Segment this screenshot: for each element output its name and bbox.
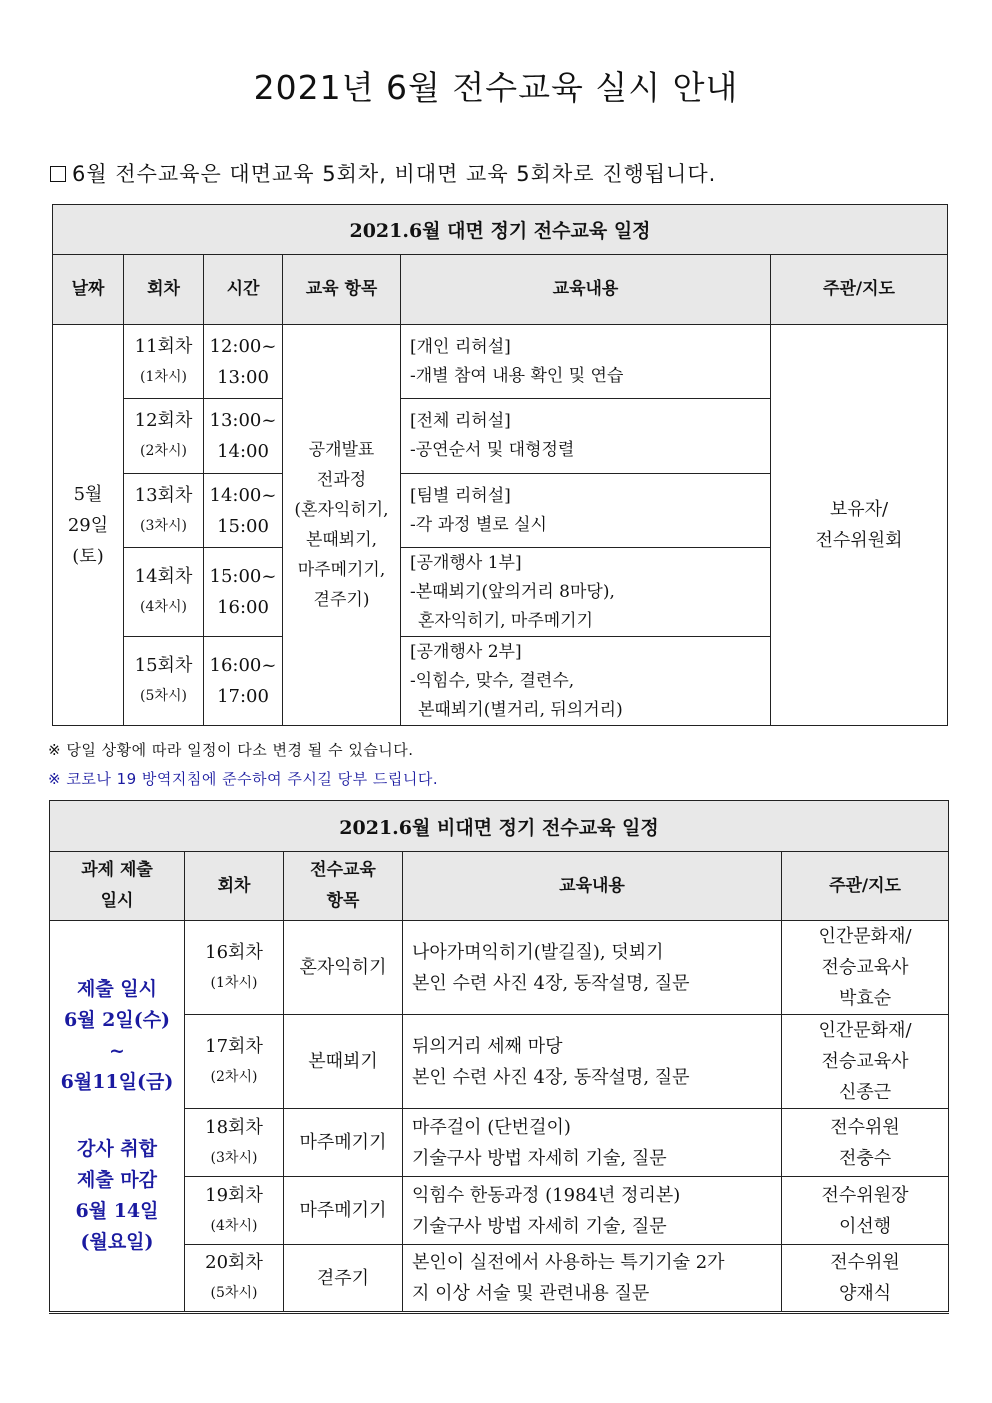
time-cell (204, 399, 283, 474)
time-cell (204, 548, 283, 637)
content-cell (403, 1245, 782, 1313)
intro-text: 6월 전수교육은 대면교육 5회차, 비대면 교육 5회차로 진행됩니다. (72, 162, 717, 186)
table-caption: 2021.6월 비대면 정기 전수교육 일정 (50, 801, 949, 852)
content-line: -본때뵈기(앞의거리 8마당), (410, 581, 615, 602)
deadline (50, 1134, 184, 1258)
content-cell (403, 921, 782, 1015)
content-line: [개인 리허설] (410, 336, 511, 357)
session-sub: (5차시) (140, 688, 187, 704)
content-cell (401, 637, 771, 726)
session-sub: (3차시) (210, 1149, 258, 1166)
supervisor-cell (782, 1177, 949, 1245)
session-label: 14회차 (134, 566, 193, 587)
item-cell: 마주메기기 (284, 1177, 403, 1245)
session-label: 13회차 (134, 484, 193, 506)
header-line: 교육내용 (559, 875, 625, 896)
supervisor-line: 전승교육사 (821, 957, 909, 978)
supervisor-line: 전충수 (838, 1147, 892, 1169)
supervisor-line: 전수위원회 (815, 530, 903, 551)
supervisor-cell (771, 325, 948, 726)
session-sub: (4차시) (210, 1217, 258, 1234)
note-covid: ※ 코로나 19 방역지침에 준수하여 주시길 당부 드립니다. (48, 770, 439, 788)
supervisor-line: 양재식 (838, 1283, 892, 1304)
content-cell (401, 548, 771, 637)
item-line: 겯주기) (313, 590, 370, 610)
session-cell (185, 1109, 284, 1177)
date-line: 29일 (67, 514, 109, 536)
supervisor-line: 박효순 (838, 988, 892, 1009)
time-cell (204, 637, 283, 726)
session-cell (185, 1015, 284, 1109)
submit-period (50, 974, 184, 1098)
item-cell (283, 325, 401, 726)
supervisor-line: 전승교육사 (821, 1051, 909, 1072)
time-start: 14:00~ (209, 484, 277, 506)
content-line: 본인 수련 사진 4장, 동작설명, 질문 (412, 1066, 690, 1088)
supervisor-line: 보유자/ (829, 499, 889, 520)
content-line: 나아가며익히기(발길질), 덧뵈기 (412, 941, 664, 963)
content-cell (403, 1015, 782, 1109)
item-cell: 마주메기기 (284, 1109, 403, 1177)
time-end: 16:00 (217, 597, 269, 618)
deadline-line: 6월 14일 (75, 1200, 159, 1222)
content-line: 마주걸이 (단번걸이) (412, 1116, 571, 1138)
session-label: 16회차 (205, 941, 263, 963)
session-label: 11회차 (134, 335, 193, 357)
submit-line: 6월11일(금) (60, 1071, 174, 1093)
header-line: 주관/지도 (829, 875, 901, 896)
supervisor-line: 인간문화재/ (818, 926, 912, 947)
content-line: -개별 참여 내용 확인 및 연습 (410, 365, 624, 386)
submission-cell (50, 921, 185, 1313)
session-sub: (2차시) (140, 443, 187, 459)
time-cell (204, 325, 283, 399)
header-line: 과제 제출 (81, 860, 153, 880)
time-end: 14:00 (217, 441, 269, 462)
session-label: 12회차 (134, 410, 193, 431)
session-label: 20회차 (205, 1252, 263, 1273)
content-cell (401, 325, 771, 399)
intro-line (50, 158, 716, 188)
supervisor-line: 전수위원장 (821, 1184, 909, 1206)
deadline-line: (월요일) (80, 1231, 154, 1253)
content-line: [팀별 리허설] (410, 485, 511, 506)
content-cell (403, 1109, 782, 1177)
submit-line: ~ (109, 1040, 125, 1062)
content-line: -익힘수, 맞수, 결련수, (410, 670, 575, 691)
header-line: 전수교육 (310, 860, 376, 880)
time-cell (204, 474, 283, 548)
header-session (185, 852, 284, 921)
header-line: 항목 (326, 891, 360, 911)
session-cell (185, 1245, 284, 1313)
time-end: 15:00 (217, 515, 269, 537)
content-line: -공연순서 및 대형정렬 (410, 440, 575, 460)
deadline-line: 강사 취합 (76, 1138, 158, 1160)
header-submit-date (50, 852, 185, 921)
checkbox-square-icon (50, 166, 66, 182)
item-cell: 혼자익히기 (284, 921, 403, 1015)
header-date: 날짜 (53, 255, 124, 325)
content-line: [공개행사 1부] (410, 552, 522, 573)
session-cell (185, 921, 284, 1015)
content-line: 본인 수련 사진 4장, 동작설명, 질문 (412, 972, 690, 994)
session-label: 17회차 (205, 1035, 263, 1057)
date-line: 5월 (73, 483, 103, 505)
header-content (403, 852, 782, 921)
header-line: 회차 (217, 875, 251, 896)
content-cell (401, 399, 771, 474)
content-line: 혼자익히기, 마주메기기 (418, 610, 594, 631)
time-end: 17:00 (217, 686, 269, 707)
content-line: 기술구사 방법 자세히 기술, 질문 (412, 1215, 667, 1237)
content-line: [전체 리허설] (410, 411, 511, 431)
session-cell (124, 548, 204, 637)
item-cell: 겯주기 (284, 1245, 403, 1313)
header-line: 일시 (100, 891, 134, 911)
content-line: 뒤의거리 세째 마당 (412, 1035, 563, 1057)
session-cell (124, 399, 204, 474)
date-line: (토) (72, 545, 104, 567)
item-line: (혼자익히기, (294, 500, 389, 520)
header-item: 교육 항목 (283, 255, 401, 325)
content-cell (401, 474, 771, 548)
time-start: 16:00~ (209, 655, 277, 676)
header-item (284, 852, 403, 921)
content-line: 익힘수 한동과정 (1984년 정리본) (412, 1184, 681, 1206)
online-schedule-table (49, 800, 949, 1314)
session-label: 15회차 (134, 655, 193, 676)
content-line: [공개행사 2부] (410, 641, 522, 662)
supervisor-cell (782, 1109, 949, 1177)
item-line: 본때뵈기, (305, 530, 378, 550)
supervisor-cell (782, 921, 949, 1015)
table-caption: 2021.6월 대면 정기 전수교육 일정 (53, 205, 948, 255)
item-line: 공개발표 (308, 440, 375, 460)
time-start: 13:00~ (209, 410, 277, 431)
session-cell (124, 474, 204, 548)
page-title: 2021년 6월 전수교육 실시 안내 (253, 68, 739, 107)
item-cell: 본때뵈기 (284, 1015, 403, 1109)
submit-line: 제출 일시 (76, 978, 158, 1000)
session-sub: (1차시) (140, 368, 187, 385)
deadline-line: 제출 마감 (76, 1169, 158, 1191)
header-time: 시간 (204, 255, 283, 325)
date-cell (53, 325, 124, 726)
supervisor-line: 전수위원 (830, 1116, 900, 1138)
session-cell (124, 637, 204, 726)
session-sub: (4차시) (140, 599, 187, 615)
offline-schedule-table (52, 204, 948, 726)
content-line: -각 과정 별로 실시 (410, 514, 547, 535)
session-label: 18회차 (205, 1116, 263, 1138)
content-cell (403, 1177, 782, 1245)
session-label: 19회차 (205, 1184, 263, 1206)
session-cell (124, 325, 204, 399)
content-line: 본때뵈기(별거리, 뒤의거리) (418, 699, 623, 720)
note-schedule-change: ※ 당일 상황에 따라 일정이 다소 변경 될 수 있습니다. (48, 741, 414, 759)
item-line: 전과정 (316, 470, 367, 490)
content-line: 지 이상 서술 및 관련내용 질문 (412, 1283, 650, 1304)
item-line: 마주메기기, (297, 560, 386, 580)
supervisor-cell (782, 1245, 949, 1313)
content-line: 본인이 실전에서 사용하는 특기기술 2가 (412, 1252, 725, 1273)
time-start: 15:00~ (209, 566, 277, 587)
supervisor-cell (782, 1015, 949, 1109)
header-session: 회차 (124, 255, 204, 325)
header-supervisor (782, 852, 949, 921)
submit-line: 6월 2일(수) (63, 1009, 171, 1031)
session-sub: (5차시) (210, 1285, 258, 1301)
time-start: 12:00~ (209, 335, 277, 357)
supervisor-line: 전수위원 (830, 1252, 900, 1273)
header-supervisor: 주관/지도 (771, 255, 948, 325)
session-sub: (1차시) (210, 974, 258, 991)
supervisor-line: 이선행 (838, 1215, 892, 1237)
time-end: 13:00 (217, 366, 269, 388)
session-cell (185, 1177, 284, 1245)
supervisor-line: 신종근 (838, 1082, 892, 1103)
content-line: 기술구사 방법 자세히 기술, 질문 (412, 1147, 667, 1169)
supervisor-line: 인간문화재/ (818, 1020, 912, 1041)
session-sub: (3차시) (140, 517, 187, 534)
header-content: 교육내용 (401, 255, 771, 325)
session-sub: (2차시) (210, 1068, 258, 1085)
